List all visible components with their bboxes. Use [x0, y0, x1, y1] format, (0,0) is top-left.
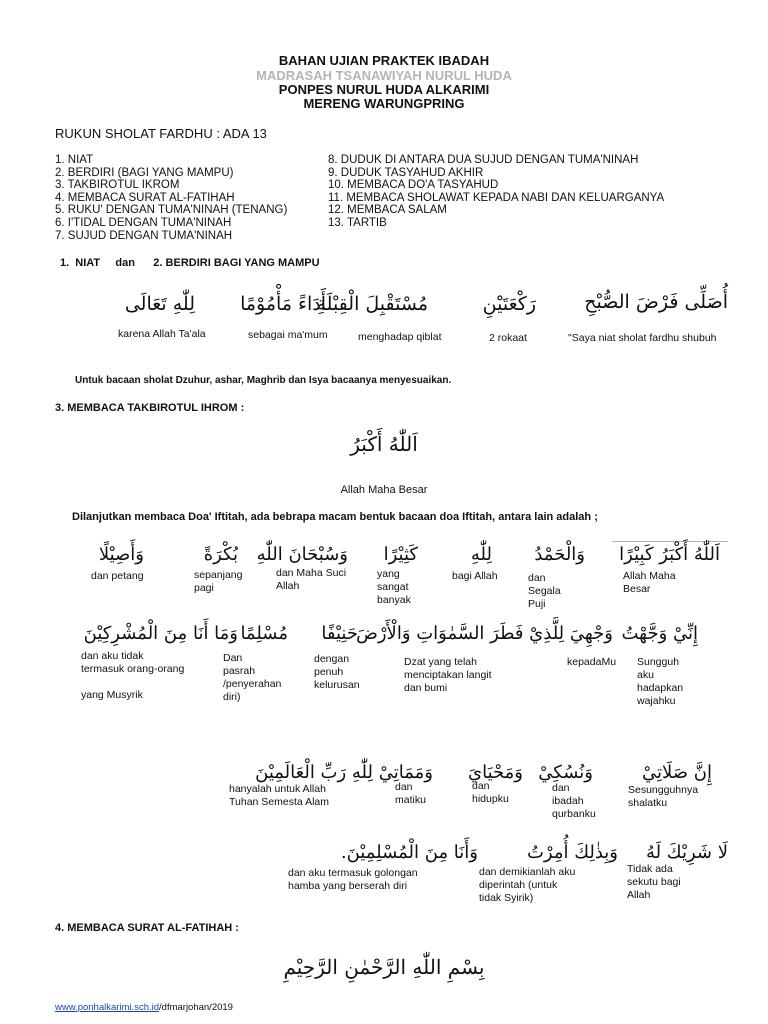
- website-link[interactable]: www.ponhalkarimi.sch.id: [55, 1002, 160, 1013]
- translation-iftitah-4-2: dan demikianlah aku diperintah (untuk tidak Syirik): [479, 866, 576, 904]
- arabic-iftitah-1-3: لِلّٰهِ: [470, 544, 492, 565]
- list-item: 6. I'TIDAL DENGAN TUMA'NINAH: [55, 216, 232, 229]
- list-item: 8. DUDUK DI ANTARA DUA SUJUD DENGAN TUMA'NINAH: [328, 154, 639, 166]
- translation-iftitah-3-1: Sesungguhnya shalatku: [628, 784, 699, 809]
- translation-iftitah-2-2: kepadaMu: [567, 656, 617, 668]
- translation-iftitah-3-5: hanyalah untuk Allah Tuhan Semesta Alam: [229, 783, 329, 808]
- list-item: 12. MEMBACA SALAM: [328, 204, 447, 217]
- pesantren-name: PONPES NURUL HUDA ALKARIMI: [278, 82, 490, 97]
- arabic-niat-4: أَدَاءً مَأْمُوْمًا: [240, 293, 326, 315]
- arabic-iftitah-2-5: وَمَا أَنَا مِنَ الْمُشْرِكِيْنَ: [83, 623, 238, 644]
- translation-iftitah-1-1: Allah Maha Besar: [623, 570, 676, 595]
- translation-takbir: Allah Maha Besar: [340, 484, 428, 496]
- translation-iftitah-1-7: dan petang: [91, 570, 144, 582]
- arabic-iftitah-2-3: حَنِيْفًا: [321, 623, 358, 644]
- location-name: MERENG WARUNGPRING: [303, 96, 465, 111]
- arabic-iftitah-2-2: وَجْهِيَ لِلَّذِيْ فَطَرَ السَّمٰوَاتِ وَالْأَرْضَ: [356, 623, 613, 644]
- rukun-list-left: [55, 154, 287, 242]
- list-item: 9. DUDUK TASYAHUD AKHIR: [328, 166, 484, 179]
- translation-niat-2: 2 rokaat: [489, 332, 527, 344]
- arabic-niat-1: أُصَلِّى فَرْضَ الصُّبْحِ: [584, 291, 728, 313]
- list-item: 2. BERDIRI (BAGI YANG MAMPU): [55, 166, 234, 179]
- arabic-iftitah-1-4: كَثِيْرًا: [383, 544, 418, 565]
- list-item: 1. NIAT: [55, 154, 94, 166]
- arabic-iftitah-4-1: لَا شَرِيْكَ لَهُ: [645, 842, 728, 863]
- arabic-iftitah-1-6: بُكْرَةً: [203, 544, 238, 565]
- translation-iftitah-4-3: dan aku termasuk golongan hamba yang berserah diri: [288, 867, 418, 892]
- arabic-niat-2: رَكْعَتَيْنِ: [482, 293, 536, 315]
- arabic-iftitah-3-3: وَمَحْيَايَ: [468, 762, 523, 783]
- rukun-title: RUKUN SHOLAT FARDHU : ADA 13: [55, 126, 267, 141]
- arabic-niat-3: مُسْتَقْبِلَ الْقِبْلَةِ: [316, 293, 428, 315]
- niat-note: Untuk bacaan sholat Dzuhur, ashar, Maghrib dan Isya bacaanya menyesuaikan.: [75, 375, 452, 386]
- divider: [612, 541, 728, 542]
- translation-niat-3: menghadap qiblat: [358, 331, 442, 343]
- arabic-niat-5: لِلّٰهِ تَعَالَى: [124, 293, 195, 315]
- list-item: 13. TARTIB: [328, 216, 387, 229]
- iftitah-intro: Dilanjutkan membaca Doa' Iftitah, ada bebrapa macam bentuk bacaan doa Iftitah, antara lain adalah ;: [72, 511, 598, 523]
- translation-iftitah-1-3: bagi Allah: [452, 570, 498, 582]
- translation-niat-4: sebagai ma'mum: [248, 329, 328, 341]
- school-name: MADRASAH TSANAWIYAH NURUL HUDA: [256, 68, 512, 83]
- arabic-iftitah-1-2: وَالْحَمْدُ: [534, 544, 585, 565]
- footer: [55, 1002, 233, 1013]
- section-takbir-heading: 3. MEMBACA TAKBIROTUL IHROM :: [55, 402, 245, 414]
- section-niat-heading: 1. NIAT dan 2. BERDIRI BAGI YANG MAMPU: [60, 257, 320, 269]
- translation-iftitah-3-4: dan matiku: [395, 781, 426, 806]
- doc-title: BAHAN UJIAN PRAKTEK IBADAH: [278, 53, 490, 68]
- arabic-iftitah-2-4: مُسْلِمًا: [240, 623, 288, 644]
- footer-credit: /dfmarjohan/2019: [159, 1002, 233, 1013]
- arabic-iftitah-4-2: وَبِذٰلِكَ أُمِرْتُ: [526, 842, 618, 863]
- list-item: 10. MEMBACA DO'A TASYAHUD: [328, 179, 499, 192]
- list-item: 3. TAKBIROTUL IKROM: [55, 179, 180, 192]
- translation-iftitah-1-5: dan Maha Suci Allah: [276, 567, 347, 592]
- list-item: 7. SUJUD DENGAN TUMA'NINAH: [55, 229, 233, 242]
- translation-iftitah-1-2: dan Segala Puji: [528, 572, 561, 610]
- arabic-iftitah-3-4: وَمَمَاتِيْ: [378, 762, 433, 783]
- translation-iftitah-2-6: dan aku tidak termasuk orang-orang yang Musyrik: [81, 650, 185, 701]
- translation-iftitah-2-3: Dzat yang telah menciptakan langit dan bumi: [404, 656, 492, 694]
- translation-iftitah-2-4: dengan penuh kelurusan: [314, 653, 360, 691]
- arabic-iftitah-3-1: إِنَّ صَلَاتِيْ: [642, 762, 712, 783]
- list-item: 5. RUKU' DENGAN TUMA'NINAH (TENANG): [55, 204, 288, 217]
- translation-iftitah-4-1: Tidak ada sekutu bagi Allah: [627, 863, 681, 901]
- section-fatihah-heading: 4. MEMBACA SURAT AL-FATIHAH :: [55, 922, 239, 934]
- list-item: 4. MEMBACA SURAT AL-FATIHAH: [55, 191, 235, 204]
- rukun-list-right: [328, 154, 664, 230]
- arabic-iftitah-1-5: وَسُبْحَانَ اللّٰهِ: [256, 544, 348, 565]
- translation-iftitah-2-5: Dan pasrah /penyerahan diri): [223, 652, 282, 703]
- arabic-iftitah-2-1: إِنِّيْ وَجَّهْتُ: [621, 623, 698, 644]
- translation-iftitah-1-6: sepanjang pagi: [194, 569, 243, 594]
- translation-niat-5: karena Allah Ta'ala: [118, 328, 206, 340]
- list-item: 11. MEMBACA SHOLAWAT KEPADA NABI DAN KELUARGANYA: [328, 191, 665, 204]
- arabic-iftitah-1-7: وَأَصِيْلًا: [98, 544, 144, 565]
- arabic-basmalah: بِسْمِ اللّٰهِ الرَّحْمٰنِ الرَّحِيْمِ: [283, 955, 485, 979]
- arabic-takbir: اَللّٰهُ أَكْبَرُ: [350, 432, 418, 456]
- translation-niat-1: "Saya niat sholat fardhu shubuh: [568, 332, 717, 344]
- arabic-iftitah-3-5: لِلّٰهِ رَبِّ الْعَالَمِيْنَ: [255, 762, 373, 783]
- translation-iftitah-3-3: dan hidupku: [472, 780, 509, 805]
- translation-iftitah-2-1: Sungguh aku hadapkan wajahku: [637, 656, 684, 707]
- arabic-iftitah-4-3: وَأَنَا مِنَ الْمُسْلِمِيْنَ.: [340, 842, 478, 863]
- translation-iftitah-1-4: yang sangat banyak: [377, 568, 411, 606]
- arabic-iftitah-3-2: وَنُسُكِيْ: [538, 762, 593, 783]
- translation-iftitah-3-2: dan ibadah qurbanku: [552, 782, 596, 820]
- arabic-iftitah-1-1: اَللّٰهُ أَكْبَرُ كَبِيْرًا: [619, 544, 720, 565]
